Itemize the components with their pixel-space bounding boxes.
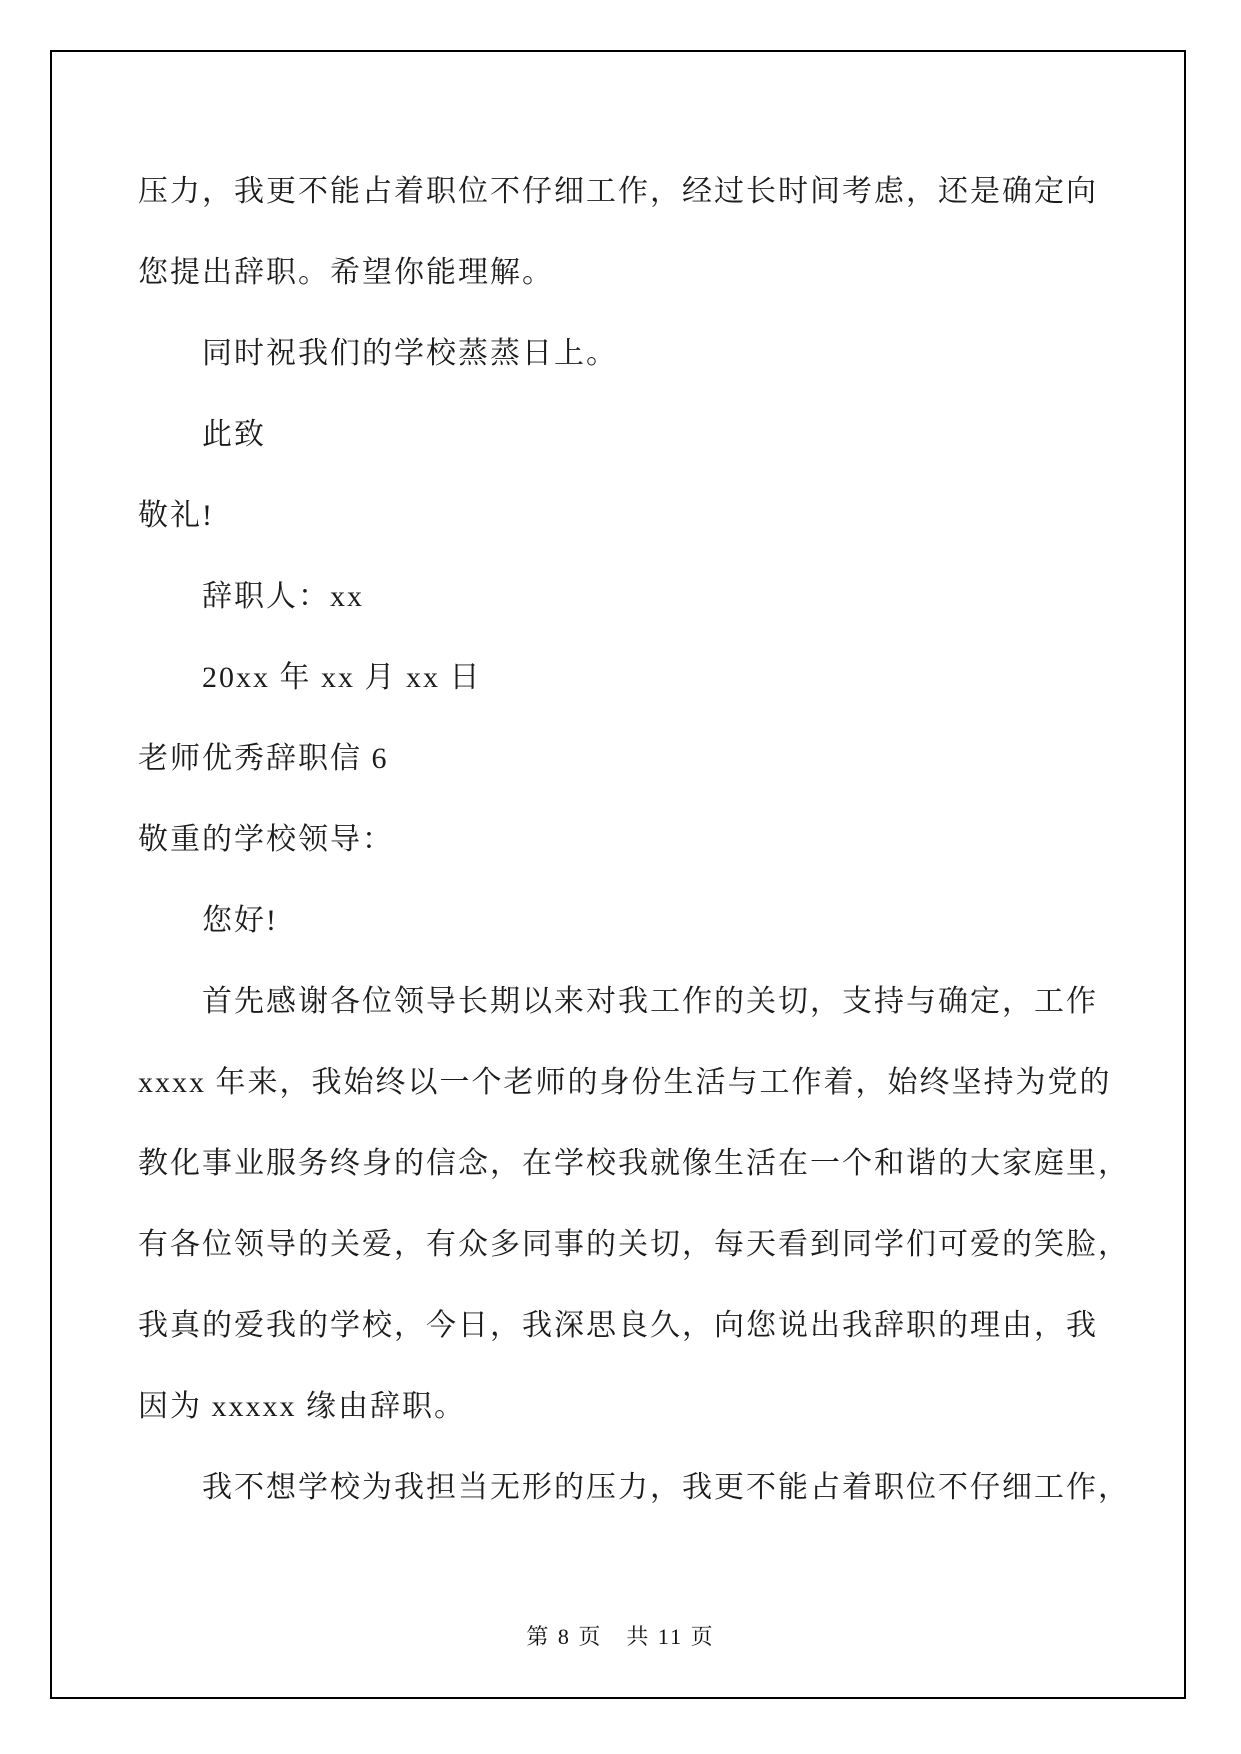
document-line: 压力，我更不能占着职位不仔细工作，经过长时间考虑，还是确定向 xyxy=(138,175,1098,208)
greeting-line: 您好! xyxy=(202,904,278,937)
document-line: 我不想学校为我担当无形的压力，我更不能占着职位不仔细工作， xyxy=(202,1471,1130,1504)
document-line: 教化事业服务终身的信念，在学校我就像生活在一个和谐的大家庭里， xyxy=(138,1147,1130,1180)
signature-line: 辞职人：xx xyxy=(202,580,364,613)
document-body xyxy=(138,151,1130,1528)
document-line: 您提出辞职。希望你能理解。 xyxy=(138,256,554,289)
document-line: 我真的爱我的学校，今日，我深思良久，向您说出我辞职的理由，我 xyxy=(138,1309,1098,1342)
document-line: 同时祝我们的学校蒸蒸日上。 xyxy=(202,337,618,370)
date-line: 20xx 年 xx 月 xx 日 xyxy=(202,661,482,694)
page-footer xyxy=(0,1620,1241,1651)
footer-page-info: 第 8 页 共 11 页 xyxy=(526,1624,715,1649)
document-line: xxxx 年来，我始终以一个老师的身份生活与工作着，始终坚持为党的 xyxy=(138,1066,1112,1099)
salutation-line: 敬重的学校领导： xyxy=(138,823,394,856)
section-title: 老师优秀辞职信 6 xyxy=(138,742,389,775)
closing-line: 此致 xyxy=(202,418,266,451)
salute-line: 敬礼! xyxy=(138,499,214,532)
document-line: 因为 xxxxx 缘由辞职。 xyxy=(138,1390,466,1423)
document-line: 首先感谢各位领导长期以来对我工作的关切，支持与确定，工作 xyxy=(202,985,1098,1018)
document-line: 有各位领导的关爱，有众多同事的关切，每天看到同学们可爱的笑脸， xyxy=(138,1228,1130,1261)
